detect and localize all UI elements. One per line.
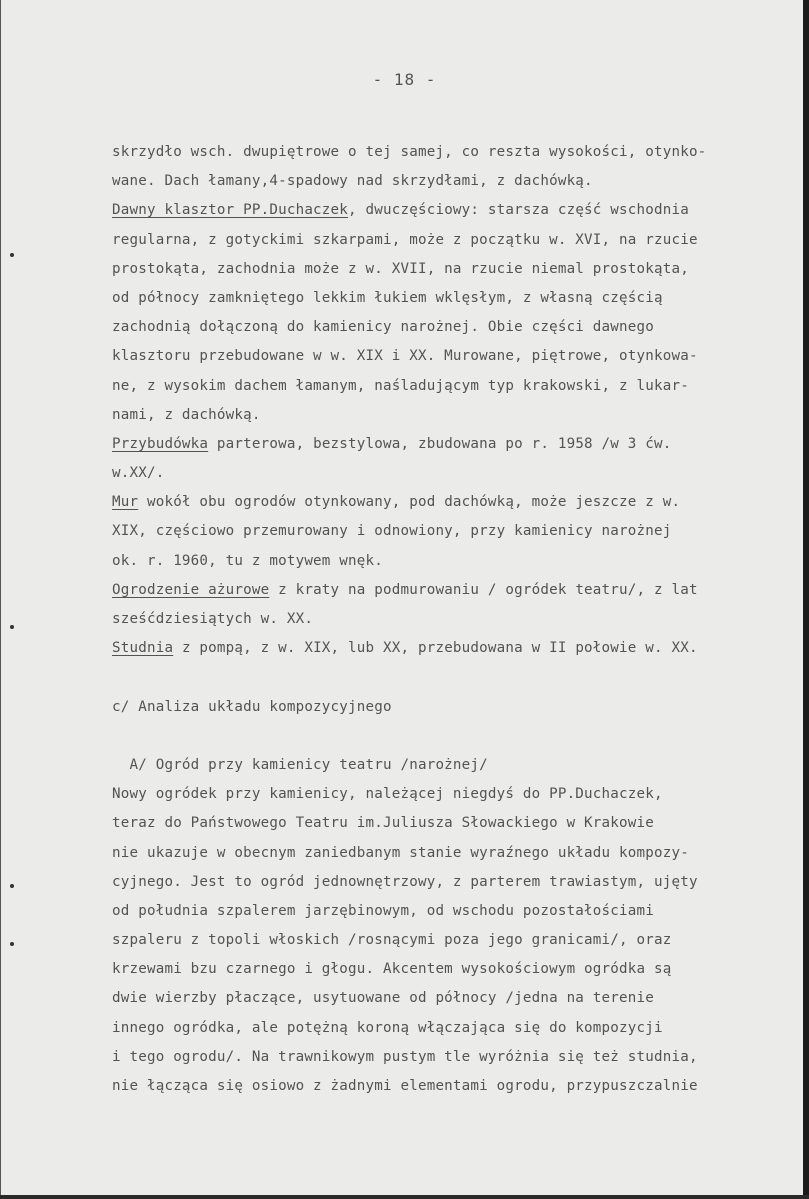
line-text: klasztoru przebudowane w w. XIX i XX. Murowane, piętrowe, otynkowa- <box>112 348 698 365</box>
line-text: sześćdziesiątych w. XX. <box>112 611 314 627</box>
text-line <box>112 430 802 459</box>
text-line <box>112 1072 802 1101</box>
line-text: z pompą, z w. XIX, lub XX, przebudowana w II połowie w. XX. <box>173 640 698 657</box>
punch-hole-mark <box>10 884 14 888</box>
text-line <box>112 167 802 196</box>
text-line <box>112 751 802 780</box>
line-text: innego ogródka, ale potężną koroną włączająca się do kompozycji <box>112 1019 663 1036</box>
line-text: nie łącząca się osiowo z żadnymi elementami ogrodu, przypuszczalnie <box>112 1078 698 1094</box>
text-line <box>112 839 802 868</box>
line-text: A/ Ogród przy kamienicy teatru /narożnej/ <box>129 756 488 773</box>
line-text: ne, z wysokim dachem łamanym, naśladującym typ krakowski, z lukar- <box>112 377 689 394</box>
text-line <box>112 984 802 1013</box>
line-text: od południa szpalerem jarzębinowym, od wschodu pozostałościami <box>112 902 654 919</box>
underlined-heading: Przybudówka <box>112 435 209 452</box>
line-indent <box>112 757 129 773</box>
text-line <box>112 693 802 722</box>
line-text: XIX, częściowo przemurowany i odnowiony, przy kamienicy narożnej <box>112 523 672 540</box>
scan-edge-bottom <box>0 1195 809 1199</box>
line-text: wane. Dach łamany,4-spadowy nad skrzydłami, z dachówką. <box>112 173 593 190</box>
text-line <box>112 605 802 634</box>
underlined-heading: Dawny klasztor PP.Duchaczek <box>112 202 349 219</box>
blank-line <box>112 722 802 751</box>
line-text: nie ukazuje w obecnym zaniedbanym stanie wyraźnego układu kompozy- <box>112 844 689 861</box>
text-line <box>112 576 802 605</box>
text-line <box>112 547 802 576</box>
text-line <box>112 284 802 313</box>
line-text: wokół obu ogrodów otynkowany, pod dachówką, może jeszcze z w. <box>138 494 681 511</box>
line-text: szpaleru z topoli włoskich /rosnącymi poza jego granicami/, oraz <box>112 932 672 949</box>
line-text: nami, z dachówką. <box>112 406 261 423</box>
text-line <box>112 372 802 401</box>
underlined-heading: Studnia <box>112 640 174 657</box>
body-text <box>112 138 802 1101</box>
line-text: regularna, z gotyckimi szkarpami, może z początku w. XVI, na rzucie <box>112 231 698 248</box>
line-text: prostokąta, zachodnia może z w. XVII, na rzucie niemal prostokąta, <box>112 260 689 277</box>
text-line <box>112 634 802 663</box>
line-text: parterowa, bezstylowa, zbudowana po r. 1958 /w 3 ćw. <box>208 435 672 452</box>
line-text: teraz do Państwowego Teatru im.Juliusza Słowackiego w Krakowie <box>112 815 654 832</box>
line-text: z kraty na podmurowaniu / ogródek teatru/, z lat <box>269 581 698 598</box>
line-text: c/ Analiza układu kompozycyjnego <box>112 698 392 715</box>
line-text: zachodnią dołączoną do kamienicy narożnej. Obie części dawnego <box>112 319 654 336</box>
text-line <box>112 1043 802 1072</box>
line-text: Nowy ogródek przy kamienicy, należącej niegdyś do PP.Duchaczek, <box>112 786 663 803</box>
text-line <box>112 955 802 984</box>
text-line <box>112 226 802 255</box>
text-line <box>112 517 802 546</box>
text-line <box>112 488 802 517</box>
line-text: cyjnego. Jest to ogród jednownętrzowy, z parterem trawiastym, ujęty <box>112 873 698 890</box>
text-line <box>112 401 802 430</box>
punch-hole-mark <box>10 253 14 257</box>
line-text: krzewami bzu czarnego i głogu. Akcentem wysokościowym ogródka są <box>112 961 672 978</box>
scan-edge-right <box>803 0 809 1199</box>
text-line <box>112 868 802 897</box>
underlined-heading: Mur <box>112 494 139 511</box>
text-line <box>112 1014 802 1043</box>
text-line <box>112 809 802 838</box>
line-text: w.XX/. <box>112 465 165 482</box>
line-text: dwie wierzby płaczące, usytuowane od północy /jedna na terenie <box>112 990 654 1007</box>
line-text: skrzydło wsch. dwupiętrowe o tej samej, co reszta wysokości, otynko- <box>112 144 707 160</box>
line-text: , dwuczęściowy: starsza część wschodnia <box>348 202 689 219</box>
underlined-heading: Ogrodzenie ażurowe <box>112 581 270 598</box>
text-line <box>112 459 802 488</box>
text-line <box>112 897 802 926</box>
text-line <box>112 138 802 167</box>
page-number: - 18 - <box>372 70 437 89</box>
text-line <box>112 196 802 225</box>
text-line <box>112 342 802 371</box>
text-line <box>112 926 802 955</box>
line-text: i tego ogrodu/. Na trawnikowym pustym tle wyróżnia się też studnia, <box>112 1048 698 1065</box>
line-text: od północy zamkniętego lekkim łukiem wklęsłym, z własną częścią <box>112 289 663 306</box>
line-text: ok. r. 1960, tu z motywem wnęk. <box>112 552 383 569</box>
punch-hole-mark <box>10 942 14 946</box>
punch-hole-mark <box>10 625 14 629</box>
text-line <box>112 313 802 342</box>
text-line <box>112 780 802 809</box>
blank-line <box>112 663 802 692</box>
scan-edge-left <box>0 0 1 1199</box>
text-line <box>112 255 802 284</box>
